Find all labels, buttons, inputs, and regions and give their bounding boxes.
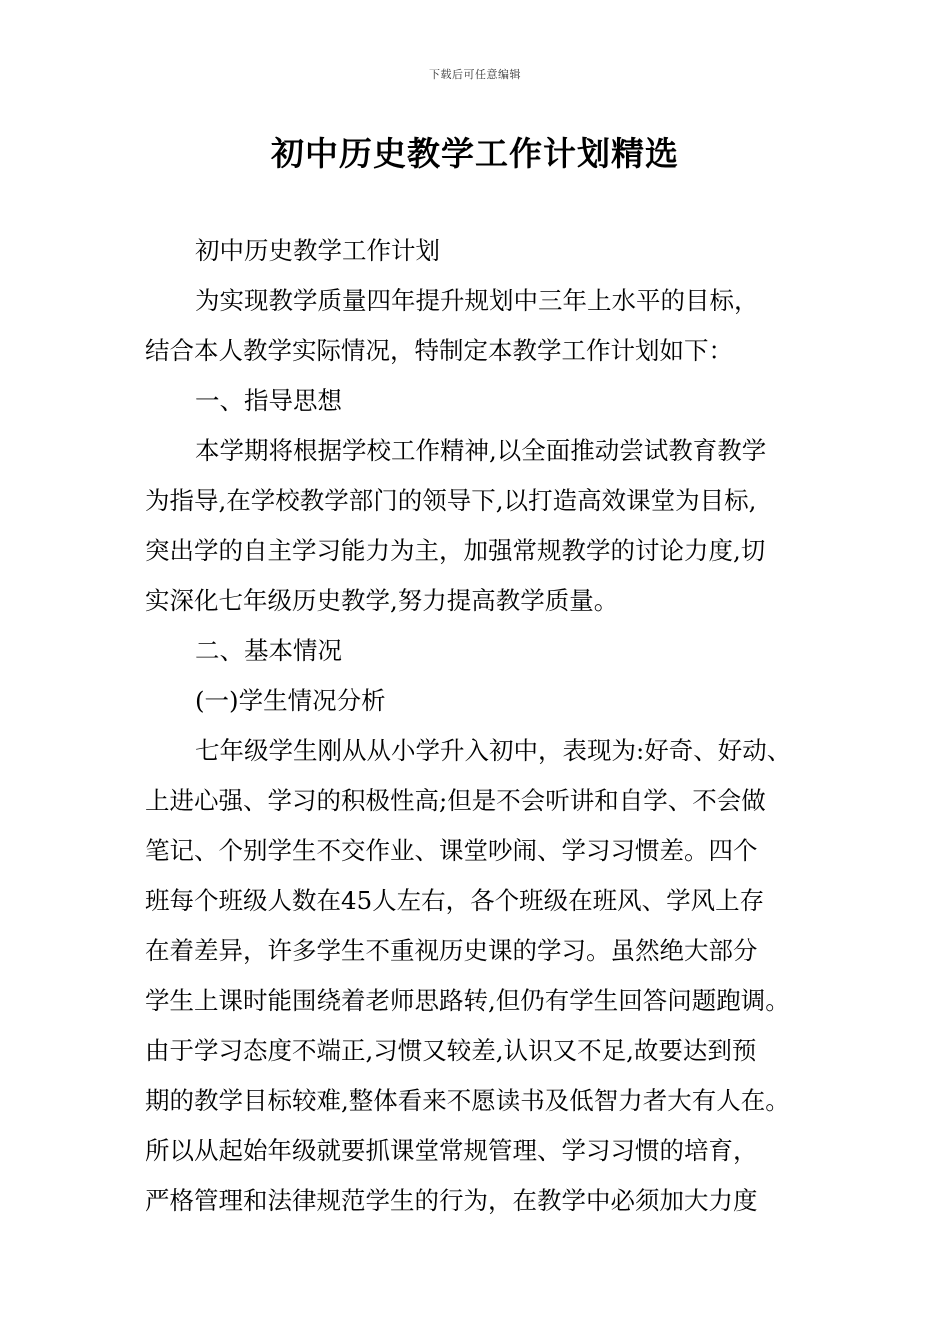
text-line: 为实现教学质量四年提升规划中三年上水平的目标， — [195, 286, 759, 315]
text-line: 严格管理和法律规范学生的行为，在教学中必须加大力度 — [145, 1186, 758, 1215]
text-line: 由于学习态度不端正,习惯又较差,认识又不足,故要达到预 — [145, 1036, 757, 1065]
text-line: 突出学的自主学习能力为主，加强常规教学的讨论力度,切 — [145, 536, 766, 565]
text-line: 结合本人教学实际情况，特制定本教学工作计划如下： — [145, 336, 733, 365]
text-line: (一)学生情况分析 — [195, 686, 386, 715]
text-line: 本学期将根据学校工作精神,以全面推动尝试教育教学 — [195, 436, 767, 465]
header-note: 下载后可任意编辑 — [429, 68, 521, 81]
text-line: 所以从起始年级就要抓课堂常规管理、学习习惯的培育， — [145, 1136, 758, 1165]
text-line: 在着差异，许多学生不重视历史课的学习。虽然绝大部分 — [145, 936, 758, 965]
text-line: 上进心强、学习的积极性高;但是不会听讲和自学、不会做 — [145, 786, 766, 815]
text-line: 实深化七年级历史教学,努力提高教学质量。 — [145, 586, 619, 615]
text-line: 笔记、个别学生不交作业、课堂吵闹、学习习惯差。四个 — [145, 836, 758, 865]
text-line: 初中历史教学工作计划 — [195, 236, 440, 265]
text-line: 班每个班级人数在45人左右，各个班级在班风、学风上存 — [145, 886, 765, 915]
text-line: 七年级学生刚从从小学升入初中，表现为:好奇、好动、 — [195, 736, 792, 765]
text-line: 为指导,在学校教学部门的领导下,以打造高效课堂为目标, — [145, 486, 757, 515]
document-body — [145, 226, 835, 1226]
text-line: 二、基本情况 — [195, 636, 342, 665]
text-line: 学生上课时能围绕着老师思路转,但仍有学生回答问题跑调。 — [145, 986, 790, 1015]
text-line: 期的教学目标较难,整体看来不愿读书及低智力者大有人在。 — [145, 1086, 790, 1115]
document-title: 初中历史教学工作计划精选 — [271, 134, 679, 173]
text-line: 一、指导思想 — [195, 386, 342, 415]
